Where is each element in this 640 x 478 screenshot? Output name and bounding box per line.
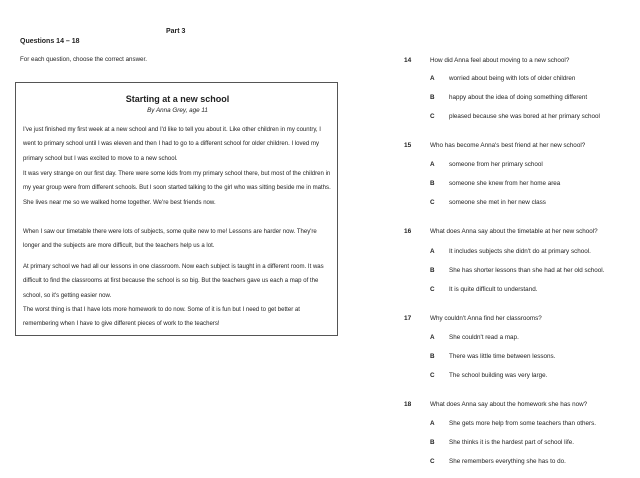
article-paragraph: It was very strange on our first day. There were some kids from my primary school there, but most of the children in my year group were from different schools. But I soon started talking to the girl who was sitting beside me in maths. She lives near me so we walked home together. We're best friends now.	[23, 171, 331, 206]
option-text[interactable]: someone she knew from her home area	[449, 180, 561, 187]
option-letter[interactable]: A	[430, 248, 435, 255]
option-letter[interactable]: C	[430, 113, 435, 120]
option-text[interactable]: There was little time between lessons.	[449, 353, 556, 360]
option-text[interactable]: It includes subjects she didn't do at primary school.	[449, 248, 591, 255]
option-letter[interactable]: B	[430, 439, 435, 446]
option-letter[interactable]: C	[430, 372, 435, 379]
option-letter[interactable]: C	[430, 199, 435, 206]
option-letter[interactable]: B	[430, 180, 435, 187]
option-letter[interactable]: C	[430, 286, 435, 293]
option-letter[interactable]: A	[430, 75, 435, 82]
option-text[interactable]: She couldn't read a map.	[449, 334, 519, 341]
option-letter[interactable]: C	[430, 458, 435, 465]
option-letter[interactable]: B	[430, 267, 435, 274]
question-number: 15	[404, 142, 412, 149]
option-text[interactable]: someone from her primary school	[449, 161, 543, 168]
option-text[interactable]: worried about being with lots of older children	[449, 75, 576, 82]
question-text: Why couldn't Anna find her classrooms?	[430, 315, 542, 322]
question-text: Who has become Anna's best friend at her new school?	[430, 142, 586, 149]
question-number: 14	[404, 57, 412, 64]
article-paragraph: The worst thing is that I have lots more homework to do now. Some of it is fun but I need to get better at remembering when I have to give different pieces of work to the teachers!	[23, 307, 300, 328]
question-text: What does Anna say about the homework she has now?	[430, 401, 588, 408]
option-text[interactable]: She thinks it is the hardest part of school life.	[449, 439, 574, 446]
instruction-text: For each question, choose the correct answer.	[20, 56, 147, 63]
article-paragraph: I've just finished my first week at a new school and I'd like to tell you about it. Like other children in my country, I went to primary school until I was eleven and then I had to go to a different school for older children. I loved my primary school but I was excited to move to a new school.	[23, 127, 321, 162]
option-text[interactable]: happy about the idea of doing something different	[449, 94, 588, 101]
questions-range: Questions 14 – 18	[20, 38, 80, 45]
option-text[interactable]: She gets more help from some teachers than others.	[449, 420, 597, 427]
option-text[interactable]: pleased because she was bored at her primary school	[449, 113, 600, 120]
option-letter[interactable]: B	[430, 94, 435, 101]
option-letter[interactable]: A	[430, 161, 435, 168]
option-text[interactable]: She has shorter lessons than she had at her old school.	[449, 267, 605, 274]
question-text: How did Anna feel about moving to a new school?	[430, 57, 570, 64]
option-text[interactable]: The school building was very large.	[449, 372, 548, 379]
option-letter[interactable]: A	[430, 334, 435, 341]
article-paragraph: At primary school we had all our lessons in one classroom. Now each subject is taught in a different room. It was difficult to find the classrooms at first because the school is so big. But the teachers gave us each a map of the school, so it's getting easier now.	[23, 264, 324, 299]
option-text[interactable]: It is quite difficult to understand.	[449, 286, 538, 293]
article-title: Starting at a new school	[125, 94, 230, 104]
article-paragraph: When I saw our timetable there were lots of subjects, some quite new to me! Lessons are harder now. They're longer and the subjects are more difficult, but the teachers help us a lot.	[23, 229, 317, 250]
question-number: 16	[404, 228, 412, 235]
article-byline: By Anna Grey, age 11	[147, 107, 208, 114]
part-title: Part 3	[166, 28, 186, 35]
option-letter[interactable]: B	[430, 353, 435, 360]
question-number: 18	[404, 401, 412, 408]
question-number: 17	[404, 315, 412, 322]
option-letter[interactable]: A	[430, 420, 435, 427]
question-text: What does Anna say about the timetable at her new school?	[430, 228, 598, 235]
article-box	[15, 82, 338, 336]
option-text[interactable]: someone she met in her new class	[449, 199, 546, 206]
option-text[interactable]: She remembers everything she has to do.	[449, 458, 566, 465]
